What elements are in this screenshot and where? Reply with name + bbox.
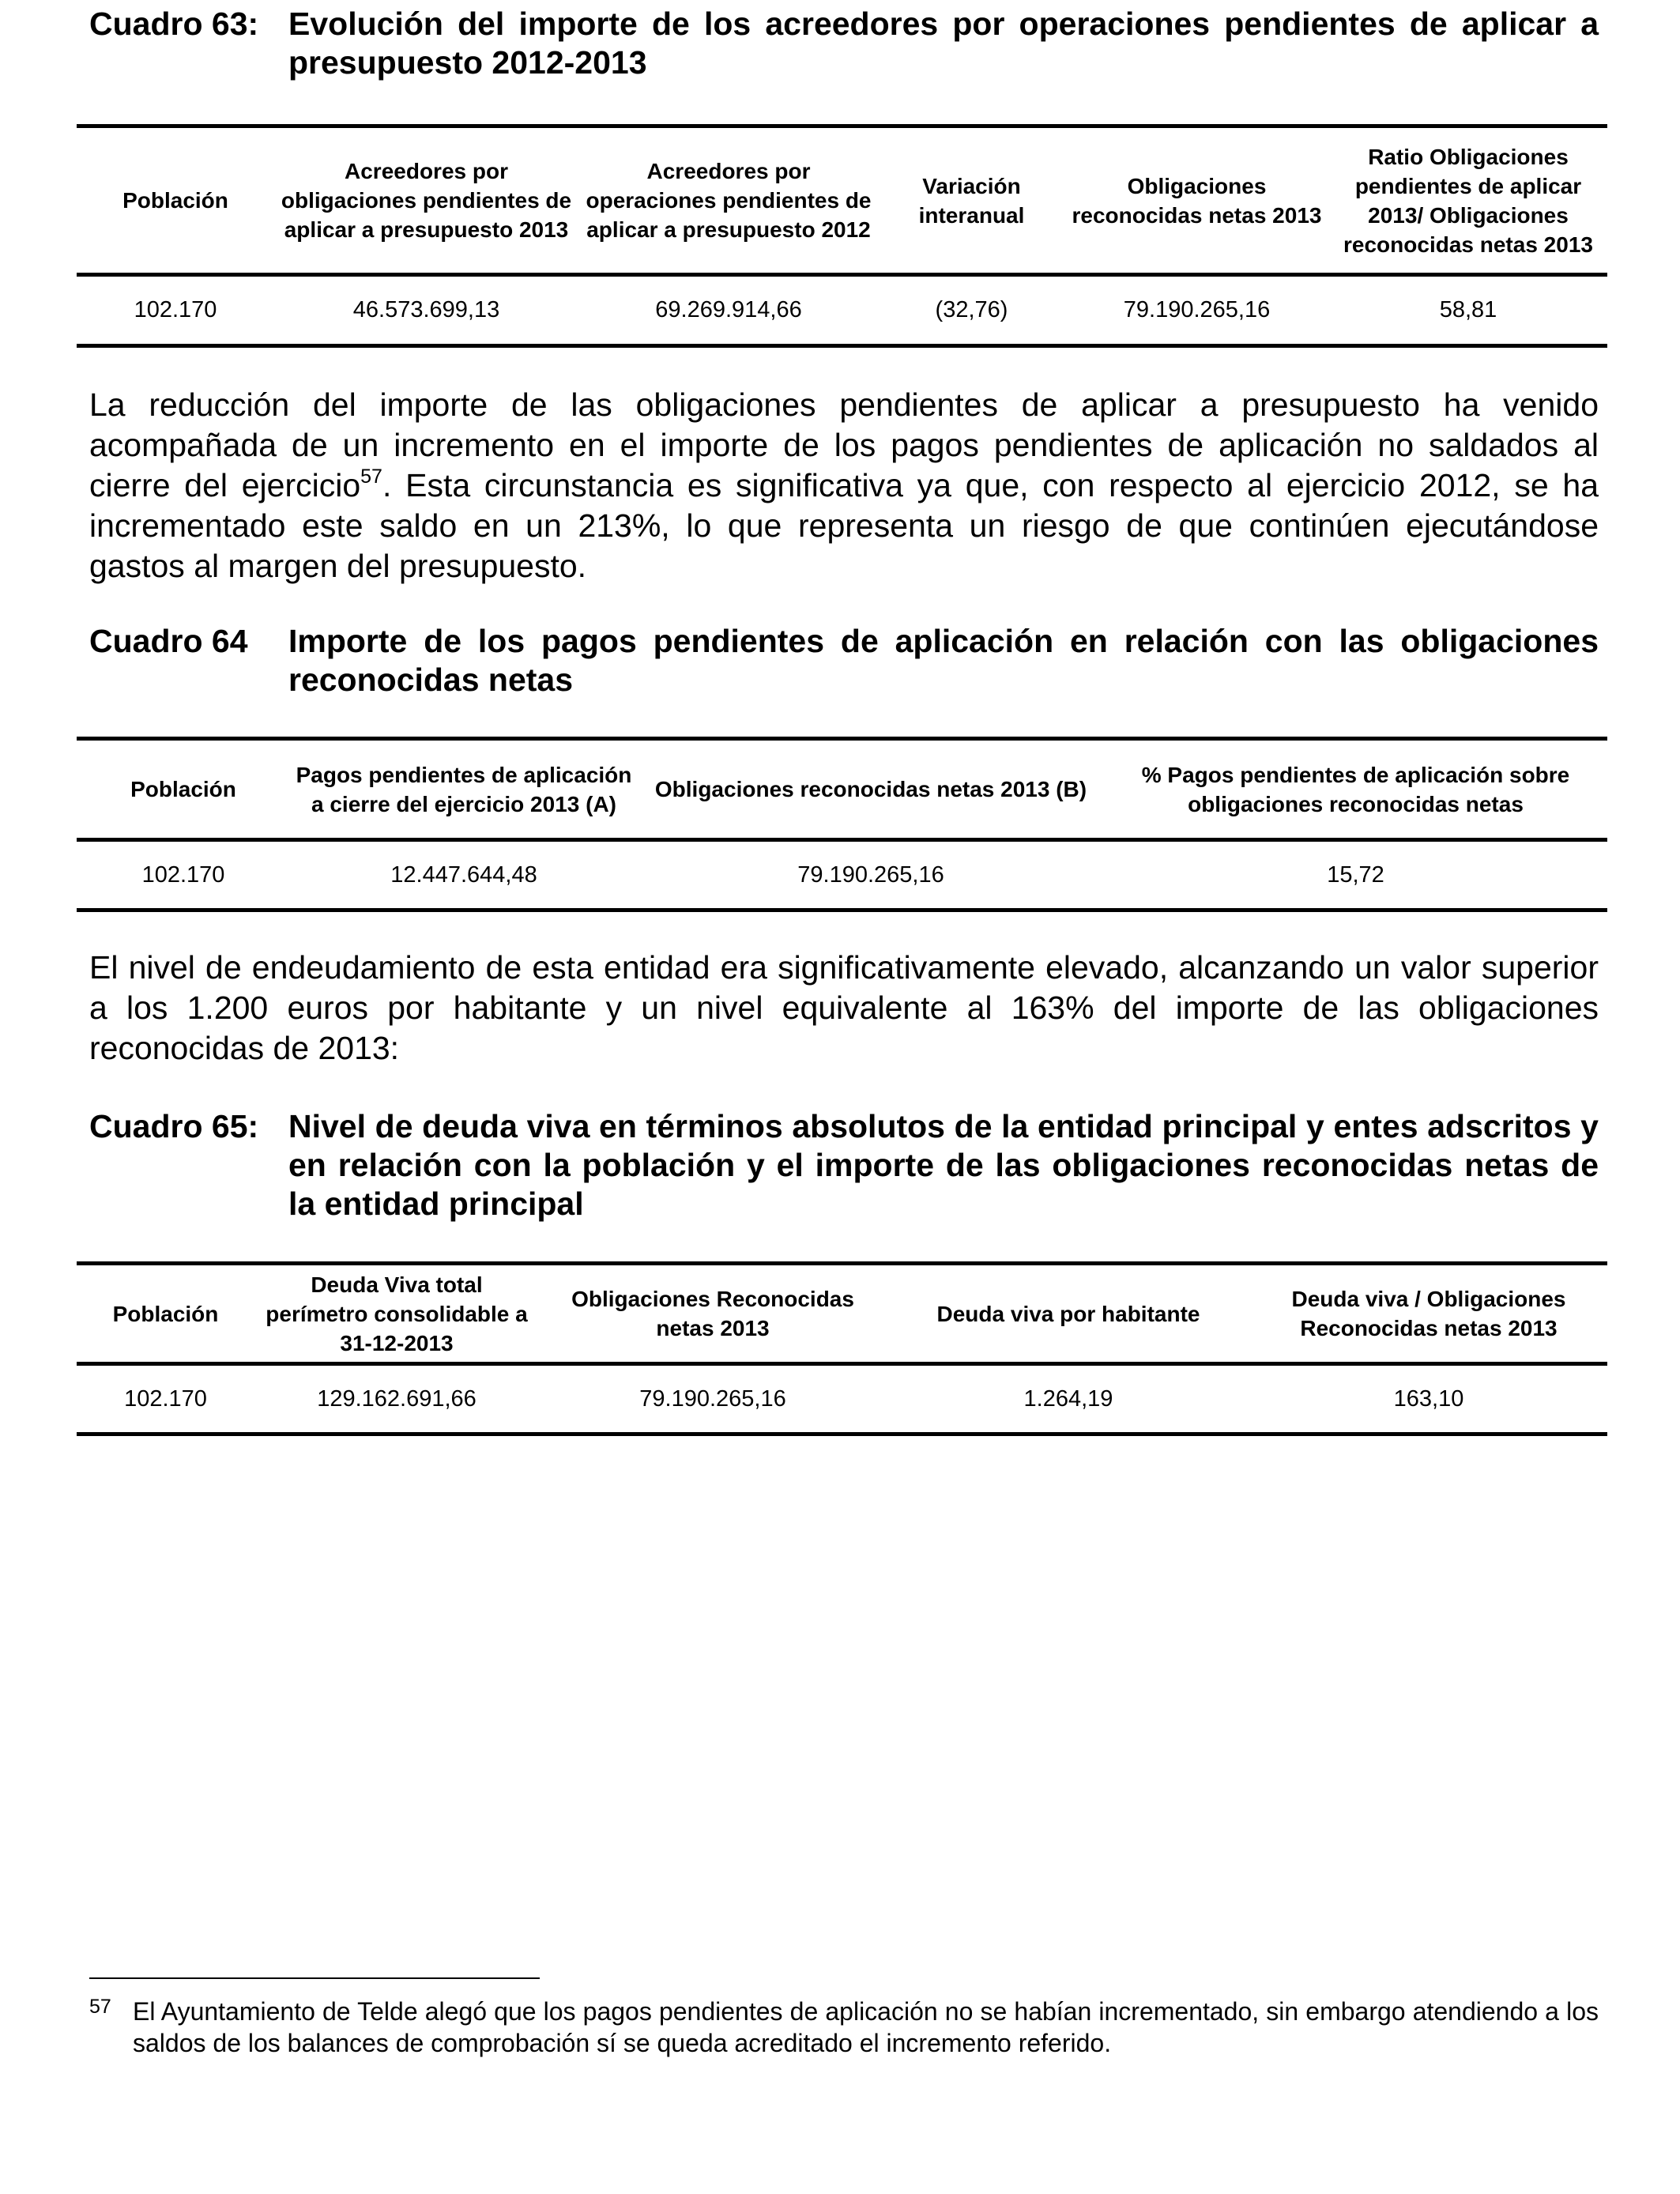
cuadro-64-title: Importe de los pagos pendientes de aplicación en relación con las obligaciones reconocidas netas bbox=[288, 623, 1599, 698]
table-cell: 79.190.265,16 bbox=[639, 1385, 786, 1412]
footnote bbox=[89, 1996, 1599, 2059]
footnote-number: 57 bbox=[89, 1996, 111, 2018]
header-cell: Pagos pendientes de aplicación a cierre del ejercicio 2013 (A) bbox=[296, 762, 632, 816]
table-cell: (32,76) bbox=[935, 297, 1008, 322]
paragraph-1-text: La reducción del importe de las obligaciones pendientes de aplicar a presupuesto ha venido acompañada de un incremento en el importe de los pagos pendientes de aplicación no saldados al cierre del ejercicio bbox=[89, 386, 1599, 503]
cuadro-64-caption bbox=[89, 622, 1599, 699]
paragraph-2: El nivel de endeudamiento de esta entidad era significativamente elevado, alcanzando un valor superior a los 1.200 euros por habitante y un nivel equivalente al 163% del importe de las obligaciones reconocidas de 2013: bbox=[89, 949, 1599, 1066]
cuadro-63-title: Evolución del importe de los acreedores por operaciones pendientes de aplicar a presupuesto 2012-2013 bbox=[288, 6, 1599, 81]
cuadro-65-title: Nivel de deuda viva en términos absolutos de la entidad principal y entes adscritos y en relación con la población y el importe de las obligaciones reconocidas netas de la entidad principal bbox=[288, 1108, 1599, 1222]
footnote-text: El Ayuntamiento de Telde alegó que los pagos pendientes de aplicación no se habían incrementado, sin embargo atendiendo a los saldos de los balances de comprobación sí se queda acreditado el incremento referido. bbox=[133, 1997, 1599, 2057]
table-cell: 1.264,19 bbox=[1023, 1385, 1113, 1412]
table-cell: 12.447.644,48 bbox=[390, 861, 537, 888]
cuadro-63-number: Cuadro 63: bbox=[89, 6, 259, 42]
table-cell: 79.190.265,16 bbox=[797, 861, 944, 888]
table-cell: 58,81 bbox=[1439, 297, 1497, 322]
cuadro-63-table bbox=[77, 124, 1607, 348]
table-cell: 102.170 bbox=[124, 1385, 207, 1412]
paragraph-1-text-cont: . Esta circunstancia es significativa ya que, con respecto al ejercicio 2012, se ha incrementado este saldo en un 213%, lo que representa un riesgo de que continúen ejecutándose gastos al margen del presupuesto. bbox=[89, 467, 1599, 584]
table-row bbox=[77, 1366, 1607, 1432]
table-header-row bbox=[77, 1265, 1607, 1366]
table-cell: 69.269.914,66 bbox=[655, 297, 802, 322]
cuadro-65-table bbox=[77, 1261, 1607, 1436]
table-cell: 163,10 bbox=[1393, 1385, 1464, 1412]
header-cell: Deuda viva por habitante bbox=[936, 1301, 1200, 1326]
cuadro-64-number: Cuadro 64 bbox=[89, 623, 248, 659]
header-cell: Población bbox=[130, 777, 236, 801]
table-cell: 46.573.699,13 bbox=[352, 297, 500, 322]
header-cell: Ratio Obligaciones pendientes de aplicar 2013/ Obligaciones reconocidas netas 2013 bbox=[1343, 144, 1593, 257]
header-cell: Obligaciones Reconocidas netas 2013 bbox=[571, 1287, 854, 1340]
header-cell: Acreedores por operaciones pendientes de aplicar a presupuesto 2012 bbox=[586, 159, 872, 242]
header-cell: % Pagos pendientes de aplicación sobre obligaciones reconocidas netas bbox=[1141, 762, 1570, 816]
header-cell: Obligaciones reconocidas netas 2013 bbox=[1072, 173, 1322, 228]
table-header-row bbox=[77, 741, 1607, 842]
header-cell: Población bbox=[112, 1301, 219, 1326]
table-cell: 102.170 bbox=[134, 297, 217, 322]
table-cell: 15,72 bbox=[1327, 861, 1384, 888]
table-row bbox=[77, 277, 1607, 344]
paragraph-1 bbox=[89, 385, 1599, 586]
cuadro-64-table bbox=[77, 737, 1607, 912]
footnote-ref[interactable]: 57 bbox=[360, 466, 382, 488]
header-cell: Obligaciones reconocidas netas 2013 (B) bbox=[654, 777, 1087, 801]
header-cell: Acreedores por obligaciones pendientes de aplicar a presupuesto 2013 bbox=[281, 159, 572, 242]
header-cell: Deuda viva / Obligaciones Reconocidas netas 2013 bbox=[1291, 1287, 1566, 1340]
header-cell: Deuda Viva total perímetro consolidable a 31-12-2013 bbox=[266, 1272, 528, 1355]
cuadro-65-number: Cuadro 65: bbox=[89, 1108, 259, 1144]
cuadro-65-caption bbox=[89, 1107, 1599, 1223]
table-cell: 102.170 bbox=[141, 861, 225, 888]
table-row bbox=[77, 842, 1607, 908]
table-header-row bbox=[77, 128, 1607, 277]
footnote-separator bbox=[89, 1977, 540, 1979]
cuadro-63-caption bbox=[89, 5, 1599, 82]
header-cell: Población bbox=[122, 188, 228, 213]
header-cell: Variación interanual bbox=[918, 173, 1025, 228]
table-cell: 129.162.691,66 bbox=[317, 1385, 477, 1412]
table-cell: 79.190.265,16 bbox=[1123, 297, 1271, 322]
